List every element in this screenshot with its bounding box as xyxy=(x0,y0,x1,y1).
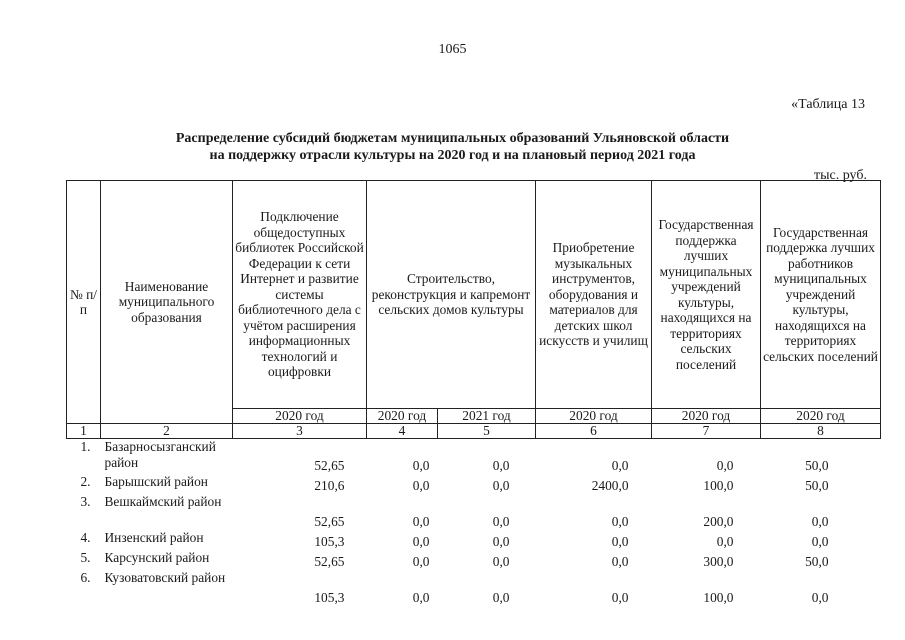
column-number: 3 xyxy=(233,424,367,439)
value-cell: 0,0 xyxy=(492,554,510,569)
value-cell: 0,0 xyxy=(611,534,629,549)
value-cell: 0,0 xyxy=(412,590,430,605)
municipality-name: Инзенский район xyxy=(104,529,204,545)
municipality-name: Барышский район xyxy=(104,473,208,489)
table-row xyxy=(67,474,881,494)
row-number: 6. xyxy=(80,569,91,585)
value-cell: 0,0 xyxy=(492,590,510,605)
value-cell: 0,0 xyxy=(611,554,629,569)
row-number: 1. xyxy=(80,439,91,454)
table-row xyxy=(67,494,881,530)
value-cell: 0,0 xyxy=(492,514,510,529)
value-cell: 0,0 xyxy=(611,458,629,473)
value-cell: 210,6 xyxy=(314,478,345,493)
table-row xyxy=(67,570,881,606)
year-col-4: 2020 год xyxy=(367,409,438,424)
value-cell: 0,0 xyxy=(412,514,430,529)
value-cell: 100,0 xyxy=(703,590,734,605)
value-cell: 0,0 xyxy=(412,458,430,473)
value-cell: 0,0 xyxy=(716,458,734,473)
value-cell: 50,0 xyxy=(805,554,829,569)
value-cell: 2400,0 xyxy=(591,478,629,493)
value-cell: 0,0 xyxy=(492,478,510,493)
value-cell: 0,0 xyxy=(811,514,829,529)
header-municipality: Наименование муниципального образования xyxy=(101,181,233,424)
year-col-3: 2020 год xyxy=(233,409,367,424)
value-cell: 0,0 xyxy=(412,478,430,493)
value-cell: 105,3 xyxy=(314,590,345,605)
subsidies-table xyxy=(66,180,881,606)
value-cell: 100,0 xyxy=(703,478,734,493)
value-cell: 0,0 xyxy=(492,534,510,549)
title-line-1: Распределение субсидий бюджетам муниципальных образований Ульяновской области xyxy=(175,131,730,146)
value-cell: 0,0 xyxy=(492,458,510,473)
year-col-7: 2020 год xyxy=(652,409,761,424)
table-row xyxy=(67,530,881,550)
value-cell: 200,0 xyxy=(703,514,734,529)
row-number: 3. xyxy=(80,493,91,509)
column-number: 7 xyxy=(652,424,761,439)
municipality-name: Карсунский район xyxy=(104,549,210,565)
column-number: 5 xyxy=(438,424,536,439)
value-cell: 105,3 xyxy=(314,534,345,549)
row-number: 5. xyxy=(80,549,91,565)
table-reference: «Таблица 13 xyxy=(791,97,865,112)
table-row xyxy=(67,550,881,570)
column-number: 6 xyxy=(536,424,652,439)
document-title xyxy=(0,130,905,164)
table-row xyxy=(67,439,881,474)
value-cell: 50,0 xyxy=(805,458,829,473)
units-label: тыс. руб. xyxy=(814,168,867,183)
value-cell: 300,0 xyxy=(703,554,734,569)
municipality-name: Кузоватовский район xyxy=(104,569,226,585)
title-line-2: на поддержку отрасли культуры на 2020 год и на плановый период 2021 года xyxy=(209,148,696,163)
value-cell: 0,0 xyxy=(611,590,629,605)
header-music-instruments: Приобретение музыкальных инструментов, оборудования и материалов для детских школ искусств и училищ xyxy=(536,181,652,409)
year-col-5: 2021 год xyxy=(438,409,536,424)
value-cell: 52,65 xyxy=(314,554,345,569)
value-cell: 0,0 xyxy=(811,590,829,605)
row-number: 2. xyxy=(80,473,91,489)
value-cell: 52,65 xyxy=(314,458,345,473)
value-cell: 52,65 xyxy=(314,514,345,529)
header-number: № п/п xyxy=(67,181,101,424)
column-number: 4 xyxy=(367,424,438,439)
value-cell: 0,0 xyxy=(611,514,629,529)
column-number: 1 xyxy=(67,424,101,439)
value-cell: 0,0 xyxy=(716,534,734,549)
municipality-name: Базарносызганский район xyxy=(104,439,216,470)
municipality-name: Вешкаймский район xyxy=(104,493,222,509)
header-best-workers: Государственная поддержка лучших работников муниципальных учреждений культуры, находящихся на территориях сельских поселений xyxy=(761,181,881,409)
page-number: 1065 xyxy=(438,42,467,57)
value-cell: 0,0 xyxy=(811,534,829,549)
value-cell: 0,0 xyxy=(412,534,430,549)
row-number: 4. xyxy=(80,529,91,545)
value-cell: 50,0 xyxy=(805,478,829,493)
header-libraries-internet: Подключение общедоступных библиотек Российской Федерации к сети Интернет и развитие системы библиотечного дела с учётом расширения информационных технологий и оцифровки xyxy=(233,181,367,409)
header-rural-culture-houses: Строительство, реконструкция и капремонт сельских домов культуры xyxy=(367,181,536,409)
year-col-8: 2020 год xyxy=(761,409,881,424)
column-number: 8 xyxy=(761,424,881,439)
header-best-institutions: Государственная поддержка лучших муниципальных учреждений культуры, находящихся на территориях сельских поселений xyxy=(652,181,761,409)
year-col-6: 2020 год xyxy=(536,409,652,424)
column-number: 2 xyxy=(101,424,233,439)
value-cell: 0,0 xyxy=(412,554,430,569)
